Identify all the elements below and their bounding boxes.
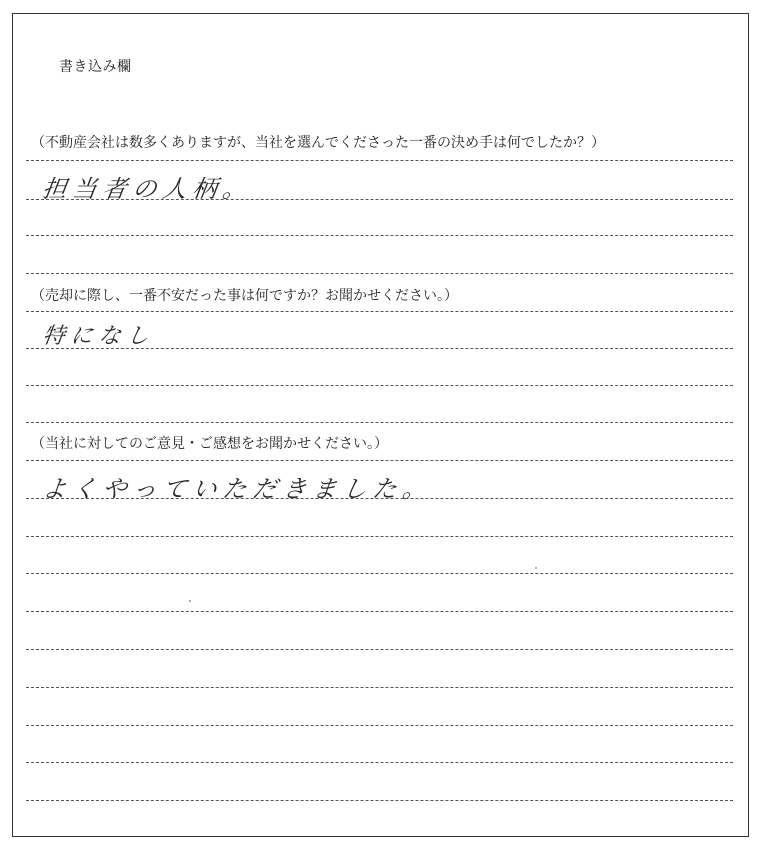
answer-line [26, 649, 733, 650]
answer-line [26, 498, 733, 499]
answer-2-handwriting: 特になし [40, 324, 157, 349]
answer-line [26, 687, 733, 688]
answer-line [26, 725, 733, 726]
answer-line [26, 385, 733, 386]
scan-speck [189, 600, 191, 602]
answer-line [26, 160, 733, 161]
comment-form-sheet [12, 13, 749, 837]
answer-line [26, 199, 733, 200]
form-heading: 書き込み欄 [59, 59, 132, 75]
answer-3-handwriting: よくやっていただきました。 [40, 475, 435, 503]
question-3-text: （当社に対してのご意見・ご感想をお聞かせください。） [31, 436, 388, 452]
answer-line [26, 311, 733, 312]
question-2-text: （売却に際し、一番不安だった事は何ですか？お聞かせください。） [31, 288, 458, 304]
answer-line [26, 460, 733, 461]
answer-line [26, 536, 733, 537]
answer-line [26, 348, 733, 349]
scan-speck [535, 567, 537, 569]
answer-line [26, 235, 733, 236]
answer-1-handwriting: 担当者の人柄。 [40, 175, 255, 203]
question-1-text: （不動産会社は数多くありますが、当社を選んでくださった一番の決め手は何でしたか？） [31, 135, 605, 151]
answer-line [26, 611, 733, 612]
answer-line [26, 573, 733, 574]
answer-line [26, 422, 733, 423]
answer-line [26, 800, 733, 801]
answer-line [26, 273, 733, 274]
answer-line [26, 762, 733, 763]
